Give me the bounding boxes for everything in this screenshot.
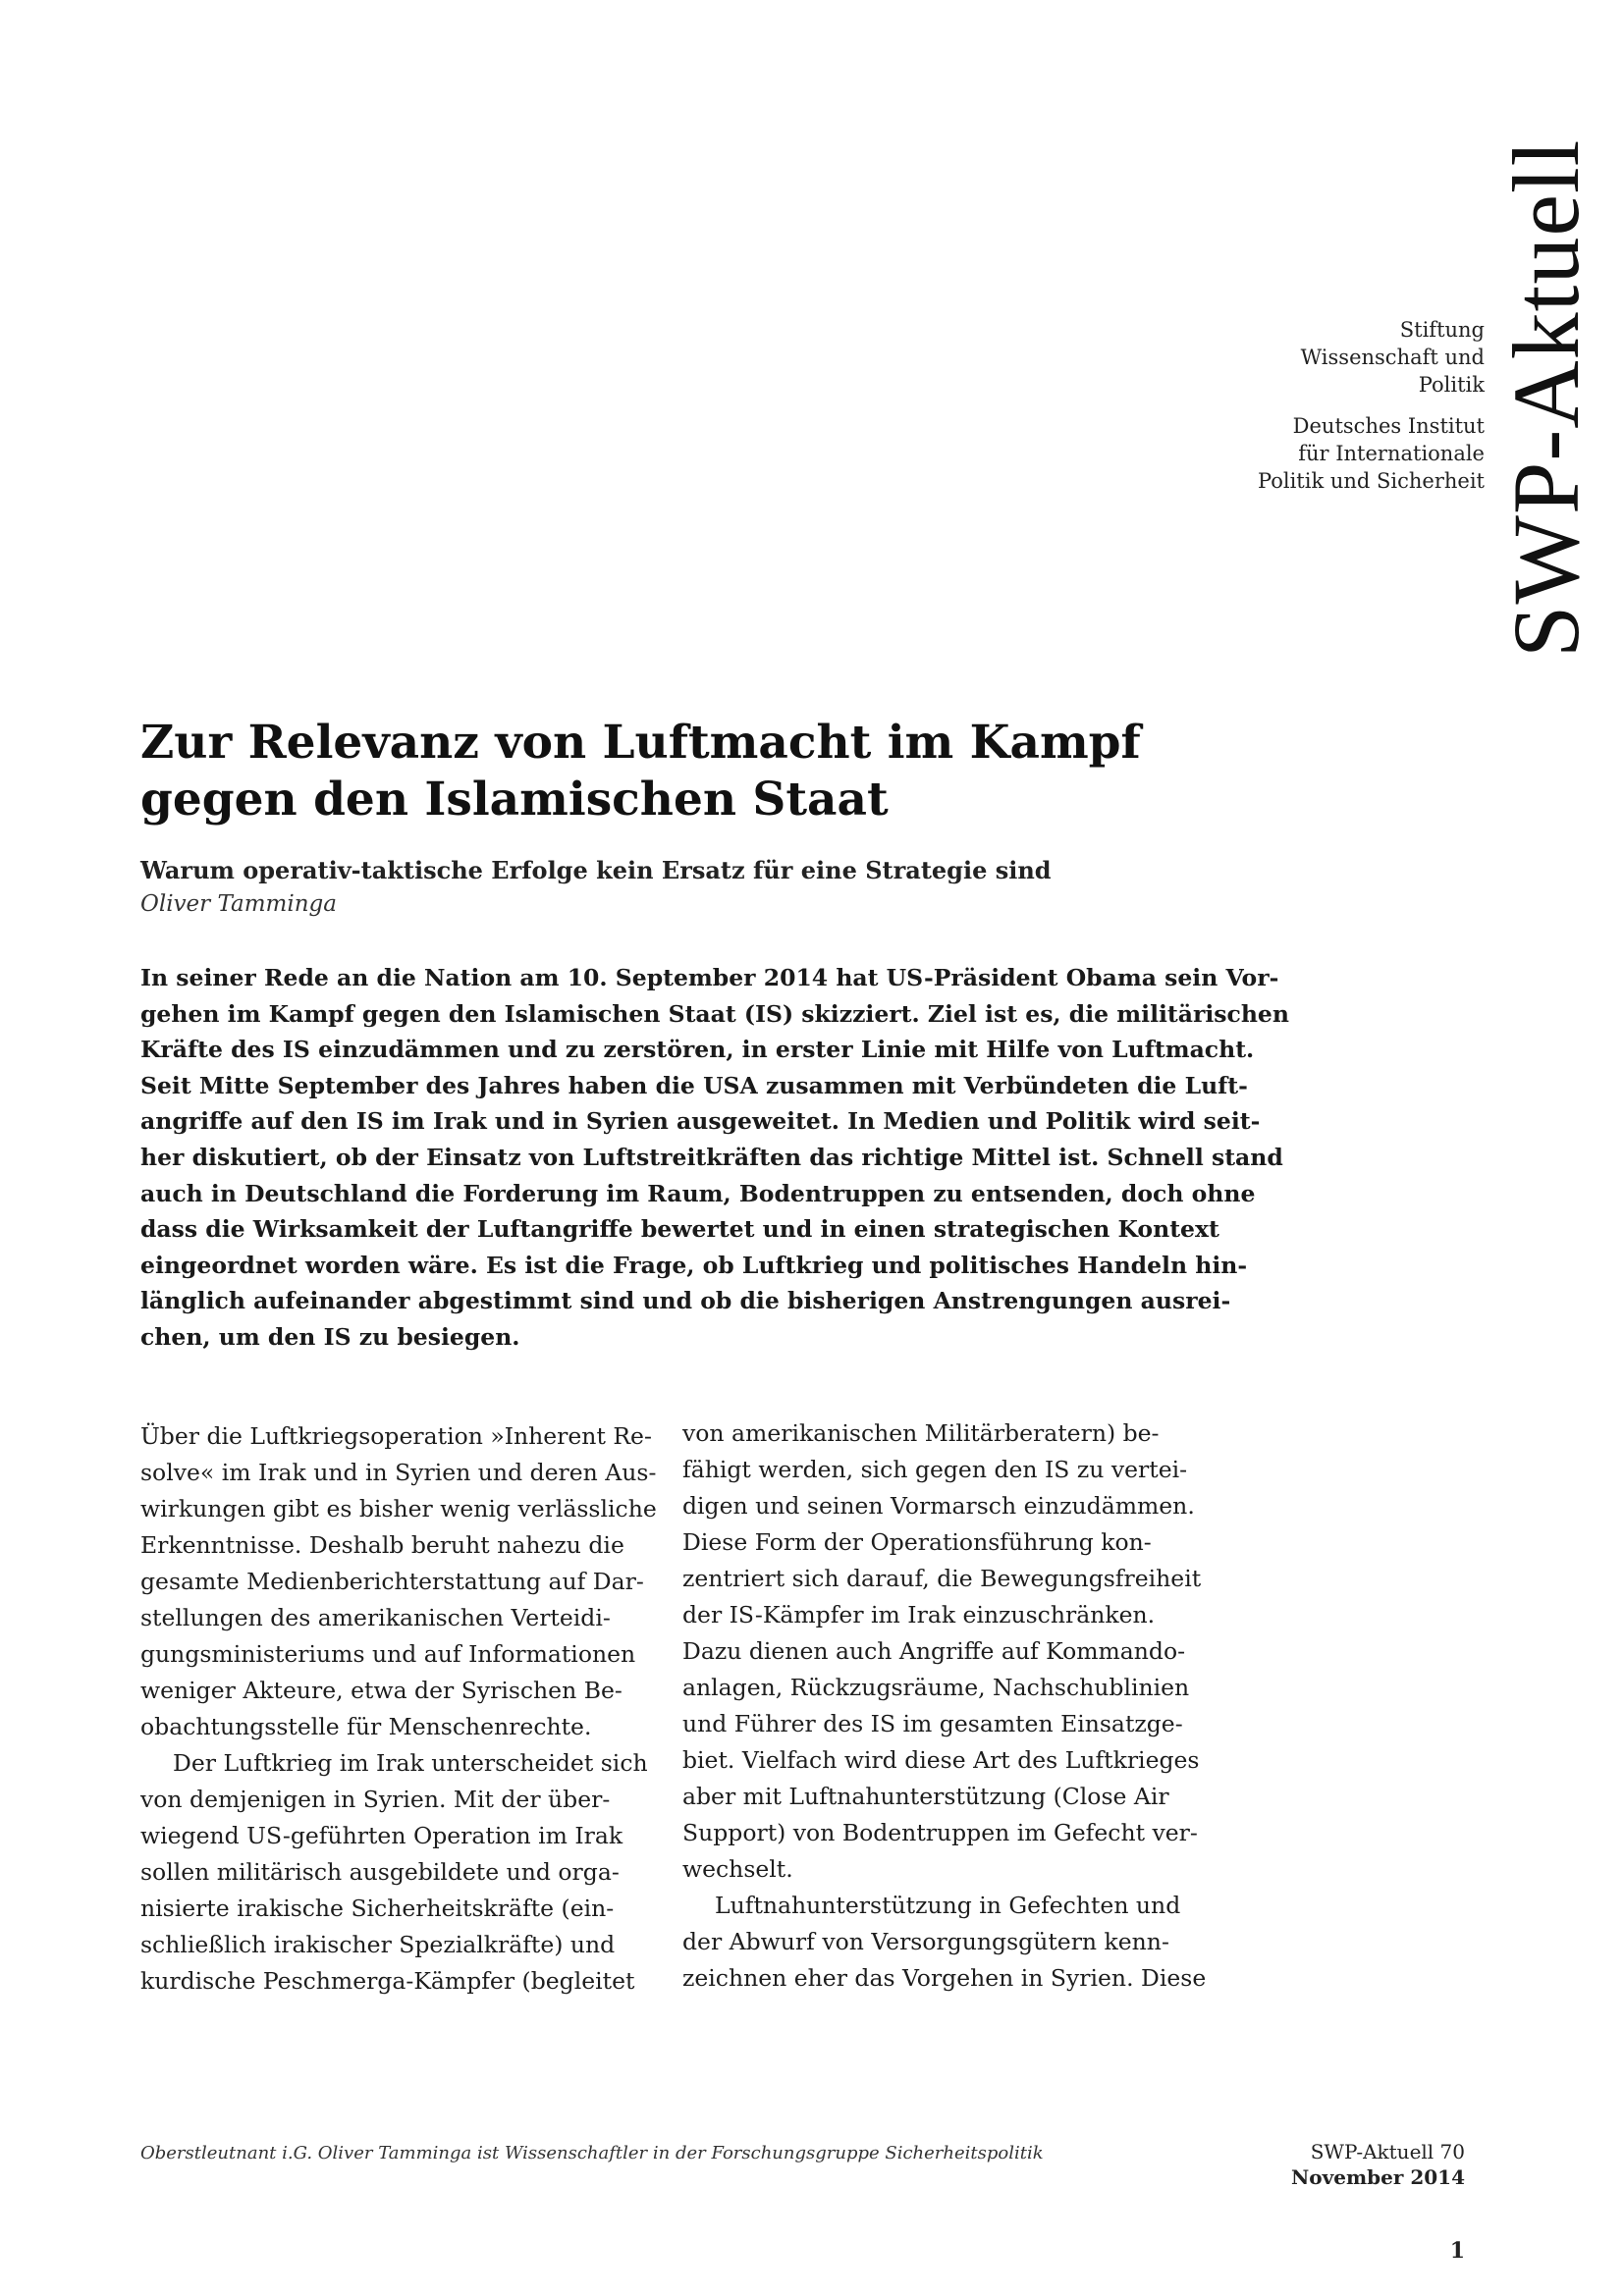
body-line: nisierte irakische Sicherheitskräfte (ein- (140, 1895, 615, 1922)
body-line: wirkungen gibt es bisher wenig verlässliche (140, 1495, 657, 1522)
lead-line: eingeordnet worden wäre. Es ist die Frage, ob Luftkrieg und politisches Handeln hin- (140, 1251, 1248, 1279)
title-line: gegen den Islamischen Staat (140, 773, 889, 827)
body-line: aber mit Luftnahunterstützung (Close Air (682, 1783, 1169, 1810)
lead-line: auch in Deutschland die Forderung im Raum, Bodentruppen zu entsenden, doch ohne (140, 1179, 1256, 1207)
lead-line: chen, um den IS zu besiegen. (140, 1322, 520, 1351)
body-line: Support) von Bodentruppen im Gefecht ver- (682, 1819, 1198, 1846)
issue-info (1159, 2139, 1465, 2190)
lead-line: angriffe auf den IS im Irak und in Syrien ausgeweitet. In Medien und Politik wird seit- (140, 1107, 1261, 1136)
article-title (140, 715, 1220, 828)
body-line: stellungen des amerikanischen Verteidi- (140, 1604, 611, 1631)
publisher-block (1178, 316, 1485, 495)
body-line: zentriert sich darauf, die Bewegungsfreiheit (682, 1565, 1202, 1592)
lead-line: Kräfte des IS einzudämmen und zu zerstören, in erster Linie mit Hilfe von Luftmacht. (140, 1036, 1255, 1064)
body-line: Dazu dienen auch Angriffe auf Kommando- (682, 1637, 1186, 1665)
body-line: Erkenntnisse. Deshalb beruht nahezu die (140, 1531, 624, 1559)
article-subtitle: Warum operativ-taktische Erfolge kein Ersatz für eine Strategie sind (140, 856, 1052, 884)
body-line: von amerikanischen Militärberatern) be- (682, 1419, 1160, 1447)
body-line: von demjenigen in Syrien. Mit der über- (140, 1786, 611, 1813)
body-line: Luftnahunterstützung in Gefechten und (715, 1892, 1181, 1919)
body-line: digen und seinen Vormarsch einzudämmen. (682, 1492, 1195, 1520)
body-line: Der Luftkrieg im Irak unterscheidet sich (173, 1749, 648, 1777)
org-line: Stiftung (1399, 318, 1485, 342)
body-line: und Führer des IS im gesamten Einsatzge- (682, 1710, 1183, 1737)
body-line: wechselt. (682, 1855, 793, 1883)
lead-line: dass die Wirksamkeit der Luftangriffe bewertet und in einen strategischen Kontext (140, 1215, 1219, 1244)
publication-logo: SWP-Aktuell (1493, 138, 1598, 658)
org-line: Politik (1418, 373, 1485, 397)
lead-line: In seiner Rede an die Nation am 10. September 2014 hat US-Präsident Obama sein Vor- (140, 964, 1279, 991)
body-line: zeichnen eher das Vorgehen in Syrien. Diese (682, 1964, 1207, 1992)
body-line: kurdische Peschmerga-Kämpfer (begleitet (140, 1967, 635, 1995)
institute-line: für Internationale (1298, 442, 1485, 465)
body-line: gesamte Medienberichterstattung auf Dar- (140, 1568, 644, 1595)
body-line: der Abwurf von Versorgungsgütern kenn- (682, 1928, 1169, 1955)
body-line: gungsministeriums und auf Informationen (140, 1640, 636, 1668)
body-line: anlagen, Rückzugsräume, Nachschublinien (682, 1674, 1190, 1701)
body-line: obachtungsstelle für Menschenrechte. (140, 1713, 592, 1740)
issue-date: November 2014 (1290, 2165, 1465, 2189)
title-line: Zur Relevanz von Luftmacht im Kampf (140, 716, 1141, 770)
body-line: Diese Form der Operationsführung kon- (682, 1528, 1152, 1556)
article-author: Oliver Tamminga (140, 891, 337, 917)
lead-line: Seit Mitte September des Jahres haben die USA zusammen mit Verbündeten die Luft- (140, 1071, 1248, 1099)
lead-line: gehen im Kampf gegen den Islamischen Staat (IS) skizziert. Ziel ist es, die militärischen (140, 999, 1289, 1028)
body-column-right (682, 1415, 1207, 1997)
issue-number: SWP-Aktuell 70 (1310, 2140, 1465, 2163)
body-line: wiegend US-geführten Operation im Irak (140, 1822, 623, 1849)
page-number: 1 (1449, 2238, 1465, 2264)
lead-line: länglich aufeinander abgestimmt sind und ob die bisherigen Anstrengungen ausrei- (140, 1287, 1231, 1315)
body-line: schließlich irakischer Spezialkräfte) und (140, 1931, 616, 1958)
body-line: weniger Akteure, etwa der Syrischen Be- (140, 1677, 623, 1704)
org-line: Wissenschaft und (1300, 346, 1485, 369)
body-line: der IS-Kämpfer im Irak einzuschränken. (682, 1601, 1156, 1629)
body-line: sollen militärisch ausgebildete und orga- (140, 1858, 620, 1886)
lead-paragraph (140, 960, 1289, 1356)
body-line: solve« im Irak und in Syrien und deren Aus- (140, 1459, 657, 1486)
institute-line: Deutsches Institut (1292, 414, 1485, 438)
author-footnote: Oberstleutnant i.G. Oliver Tamminga ist Wissenschaftler in der Forschungsgruppe Sicherheitspolitik (140, 2143, 1044, 2163)
lead-line: her diskutiert, ob der Einsatz von Luftstreitkräften das richtige Mittel ist. Schnell stand (140, 1143, 1283, 1171)
body-column-left (140, 1418, 657, 2000)
body-line: Über die Luftkriegsoperation »Inherent Re- (140, 1422, 652, 1450)
body-line: biet. Vielfach wird diese Art des Luftkrieges (682, 1746, 1200, 1774)
body-line: fähigt werden, sich gegen den IS zu vertei- (682, 1456, 1188, 1483)
institute-line: Politik und Sicherheit (1257, 469, 1485, 493)
